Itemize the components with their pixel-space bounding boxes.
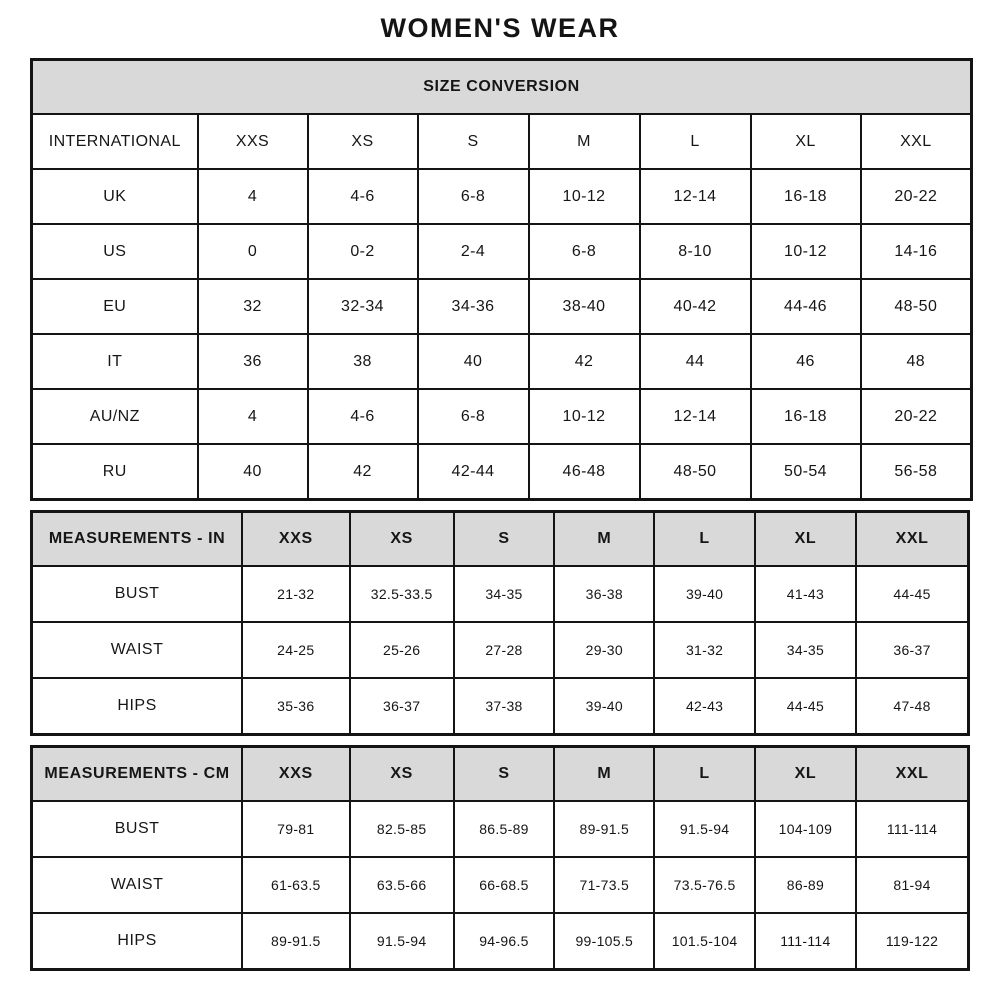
measurements-in-table [30,510,970,736]
value-cell: 4 [198,169,308,224]
value-cell: 82.5-85 [350,801,454,857]
value-cell: 16-18 [751,389,861,444]
value-cell: 119-122 [856,913,968,970]
value-cell: 56-58 [861,444,972,500]
value-cell: 111-114 [755,913,856,970]
value-cell: 34-35 [454,566,554,622]
row-label-cell: AU/NZ [32,389,198,444]
size-label-cell: M [529,114,640,169]
value-cell: 73.5-76.5 [654,857,754,913]
size-header-cell: XXL [856,512,968,567]
value-cell: 48-50 [640,444,751,500]
value-cell: 20-22 [861,389,972,444]
row-label-cell: BUST [32,566,243,622]
value-cell: 39-40 [554,678,654,735]
value-cell: 27-28 [454,622,554,678]
value-cell: 24-25 [242,622,349,678]
value-cell: 20-22 [861,169,972,224]
value-cell: 29-30 [554,622,654,678]
row-label-cell: BUST [32,801,243,857]
size-header-cell: L [654,747,754,802]
table-row [32,801,969,857]
value-cell: 2-4 [418,224,529,279]
table-row [32,622,969,678]
value-cell: 94-96.5 [454,913,554,970]
row-label-cell: WAIST [32,857,243,913]
value-cell: 89-91.5 [554,801,654,857]
value-cell: 25-26 [350,622,454,678]
value-cell: 89-91.5 [242,913,349,970]
row-label-cell: EU [32,279,198,334]
value-cell: 10-12 [529,389,640,444]
value-cell: 61-63.5 [242,857,349,913]
value-cell: 86.5-89 [454,801,554,857]
row-label-cell: US [32,224,198,279]
value-cell: 12-14 [640,169,751,224]
value-cell: 101.5-104 [654,913,754,970]
measurements-in-header-row [32,512,969,567]
value-cell: 48-50 [861,279,972,334]
size-header-cell: XL [755,747,856,802]
value-cell: 42-44 [418,444,529,500]
value-cell: 99-105.5 [554,913,654,970]
table-row [32,389,972,444]
measurements-in-body [32,566,969,735]
size-header-cell: XL [755,512,856,567]
size-label-cell: XL [751,114,861,169]
page-title: WOMEN'S WEAR [380,13,620,43]
row-label-cell: HIPS [32,678,243,735]
size-header-cell: S [454,512,554,567]
value-cell: 111-114 [856,801,968,857]
value-cell: 6-8 [418,389,529,444]
table-row [32,279,972,334]
size-label-cell: XS [308,114,418,169]
value-cell: 10-12 [529,169,640,224]
value-cell: 38-40 [529,279,640,334]
value-cell: 63.5-66 [350,857,454,913]
size-header-cell: XS [350,512,454,567]
size-header-cell: XXL [856,747,968,802]
value-cell: 91.5-94 [654,801,754,857]
size-conversion-caption: SIZE CONVERSION [32,60,972,115]
value-cell: 44 [640,334,751,389]
value-cell: 79-81 [242,801,349,857]
size-header-cell: XXS [242,512,349,567]
row-label-cell: RU [32,444,198,500]
value-cell: 34-35 [755,622,856,678]
value-cell: 32-34 [308,279,418,334]
value-cell: 42 [529,334,640,389]
size-header-cell: M [554,512,654,567]
table-row [32,169,972,224]
size-conversion-body [32,114,972,500]
table-caption-row [32,60,972,115]
measurements-cm-caption: MEASUREMENTS - CM [32,747,243,802]
value-cell: 104-109 [755,801,856,857]
value-cell: 42 [308,444,418,500]
value-cell: 36-37 [350,678,454,735]
table-row [32,334,972,389]
table-row [32,444,972,500]
value-cell: 48 [861,334,972,389]
measurements-in-caption: MEASUREMENTS - IN [32,512,243,567]
value-cell: 91.5-94 [350,913,454,970]
value-cell: 0 [198,224,308,279]
row-label-cell: UK [32,169,198,224]
value-cell: 4-6 [308,389,418,444]
value-cell: 71-73.5 [554,857,654,913]
value-cell: 32 [198,279,308,334]
value-cell: 38 [308,334,418,389]
value-cell: 86-89 [755,857,856,913]
measurements-cm-header-row [32,747,969,802]
value-cell: 0-2 [308,224,418,279]
value-cell: 40 [418,334,529,389]
value-cell: 44-45 [755,678,856,735]
value-cell: 12-14 [640,389,751,444]
row-label-cell: IT [32,334,198,389]
size-header-cell: M [554,747,654,802]
value-cell: 41-43 [755,566,856,622]
value-cell: 34-36 [418,279,529,334]
measurements-cm-body [32,801,969,970]
row-label-cell: HIPS [32,913,243,970]
value-cell: 36-37 [856,622,968,678]
size-label-cell: S [418,114,529,169]
size-header-cell: XXS [242,747,349,802]
value-cell: 32.5-33.5 [350,566,454,622]
size-conversion-table [30,58,973,501]
value-cell: 36 [198,334,308,389]
value-cell: 4-6 [308,169,418,224]
table-row [32,913,969,970]
measurements-cm-table [30,745,970,971]
value-cell: 39-40 [654,566,754,622]
value-cell: 8-10 [640,224,751,279]
value-cell: 44-45 [856,566,968,622]
size-label-cell: XXL [861,114,972,169]
table-row [32,678,969,735]
value-cell: 6-8 [529,224,640,279]
value-cell: 14-16 [861,224,972,279]
table-row [32,114,972,169]
value-cell: 81-94 [856,857,968,913]
value-cell: 35-36 [242,678,349,735]
value-cell: 40-42 [640,279,751,334]
value-cell: 40 [198,444,308,500]
value-cell: 66-68.5 [454,857,554,913]
table-row [32,857,969,913]
size-label-cell: XXS [198,114,308,169]
value-cell: 37-38 [454,678,554,735]
size-header-cell: L [654,512,754,567]
value-cell: 46-48 [529,444,640,500]
table-row [32,566,969,622]
value-cell: 46 [751,334,861,389]
value-cell: 21-32 [242,566,349,622]
row-label-cell: WAIST [32,622,243,678]
value-cell: 47-48 [856,678,968,735]
value-cell: 36-38 [554,566,654,622]
size-header-cell: S [454,747,554,802]
international-label-cell: INTERNATIONAL [32,114,198,169]
value-cell: 31-32 [654,622,754,678]
value-cell: 16-18 [751,169,861,224]
value-cell: 42-43 [654,678,754,735]
value-cell: 4 [198,389,308,444]
table-row [32,224,972,279]
size-header-cell: XS [350,747,454,802]
value-cell: 10-12 [751,224,861,279]
value-cell: 6-8 [418,169,529,224]
value-cell: 50-54 [751,444,861,500]
size-label-cell: L [640,114,751,169]
value-cell: 44-46 [751,279,861,334]
